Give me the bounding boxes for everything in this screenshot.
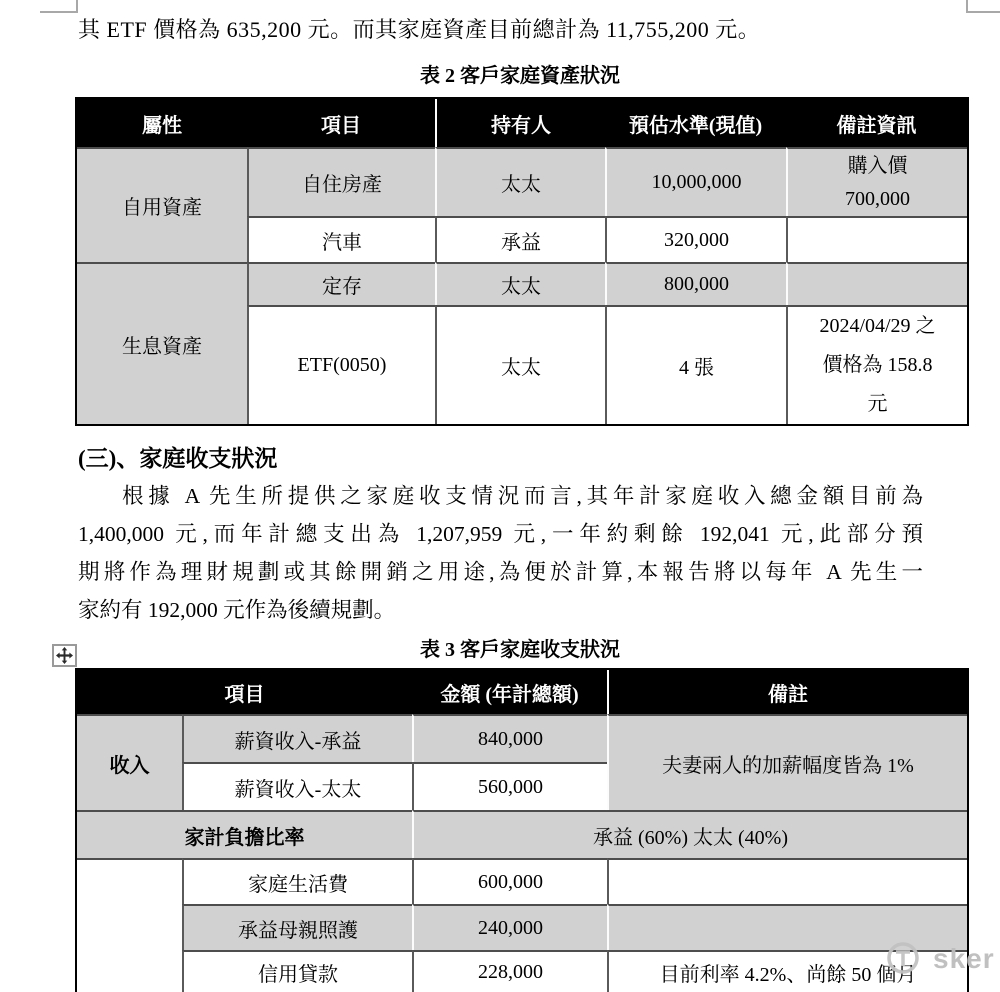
expense-item: 信用貸款: [182, 950, 412, 992]
table-row: [77, 147, 967, 216]
expense-note: [607, 858, 967, 904]
asset-value: 320,000: [605, 216, 786, 262]
income-amount: 560,000: [412, 762, 607, 810]
asset-holder: 承益: [435, 216, 605, 262]
expense-item: 家庭生活費: [182, 858, 412, 904]
assets-header-item: 項目: [247, 99, 435, 147]
asset-holder: 太太: [435, 262, 605, 305]
income-amount: 840,000: [412, 714, 607, 762]
expense-item: 承益母親照護: [182, 904, 412, 950]
ie-header-amount: 金額 (年計總額): [412, 670, 607, 714]
asset-holder: 太太: [435, 147, 605, 216]
ie-header-note: 備註: [607, 670, 967, 714]
income-category: 收入: [77, 714, 182, 810]
assets-header-note: 備註資訊: [786, 99, 967, 147]
table-move-handle-icon[interactable]: [52, 644, 77, 667]
asset-value: 10,000,000: [605, 147, 786, 216]
burden-ratio-value: 承益 (60%) 太太 (40%): [412, 810, 967, 858]
asset-note: 購入價 700,000: [786, 147, 967, 216]
asset-note: 2024/04/29 之 價格為 158.8 元: [786, 305, 967, 424]
section-heading: (三)、家庭收支狀況: [78, 446, 278, 471]
intro-paragraph: 其 ETF 價格為 635,200 元。而其家庭資產目前總計為 11,755,200 元。: [78, 17, 761, 42]
income-expense-table: [75, 668, 969, 992]
table-row: [77, 904, 967, 950]
crop-mark-top-right: [966, 0, 1000, 13]
asset-category: 自用資產: [77, 147, 247, 262]
table-row: [77, 714, 967, 762]
body-paragraph: [78, 477, 923, 629]
ie-header-item: 項目: [77, 670, 412, 714]
table2-caption: 表 2 客戶家庭資產狀況: [420, 65, 620, 87]
income-note: 夫妻兩人的加薪幅度皆為 1%: [607, 714, 967, 810]
table3-caption: 表 3 客戶家庭收支狀況: [420, 639, 620, 661]
four-way-arrow-icon: [56, 647, 73, 664]
watermark-text: sker: [933, 943, 995, 974]
table-row: [77, 950, 967, 992]
expense-category: [77, 858, 182, 992]
asset-note: [786, 216, 967, 262]
asset-category: 生息資產: [77, 262, 247, 424]
expense-amount: 600,000: [412, 858, 607, 904]
expense-amount: 240,000: [412, 904, 607, 950]
asset-item: 自住房產: [247, 147, 435, 216]
asset-value: 4 張: [605, 305, 786, 424]
burden-ratio-label: 家計負擔比率: [77, 810, 412, 858]
asset-item: 汽車: [247, 216, 435, 262]
paragraph-line: 期將作為理財規劃或其餘開銷之用途,為便於計算,本報告將以每年 A 先生一: [78, 560, 923, 584]
table-row: [77, 810, 967, 858]
paragraph-line: 1,400,000 元,而年計總支出為 1,207,959 元,一年約剩餘 192,041 元,此部分預: [78, 522, 923, 546]
assets-header-attr: 屬性: [77, 99, 247, 147]
income-item: 薪資收入-太太: [182, 762, 412, 810]
expense-note: 目前利率 4.2%、尚餘 50 個月: [607, 950, 967, 992]
income-item: 薪資收入-承益: [182, 714, 412, 762]
table-row: [77, 858, 967, 904]
asset-item: ETF(0050): [247, 305, 435, 424]
paragraph-line: 家約有 192,000 元作為後續規劃。: [78, 598, 396, 622]
asset-item: 定存: [247, 262, 435, 305]
table-row: [77, 262, 967, 305]
asset-value: 800,000: [605, 262, 786, 305]
paragraph-line: 根據 A 先生所提供之家庭收支情況而言,其年計家庭收入總金額目前為: [122, 484, 923, 508]
assets-header-value: 預估水準(現值): [605, 99, 786, 147]
crop-mark-top-left: [40, 0, 78, 13]
assets-table: [75, 97, 969, 426]
expense-amount: 228,000: [412, 950, 607, 992]
asset-note: [786, 262, 967, 305]
expense-note: [607, 904, 967, 950]
assets-header-holder: 持有人: [435, 99, 605, 147]
asset-holder: 太太: [435, 305, 605, 424]
